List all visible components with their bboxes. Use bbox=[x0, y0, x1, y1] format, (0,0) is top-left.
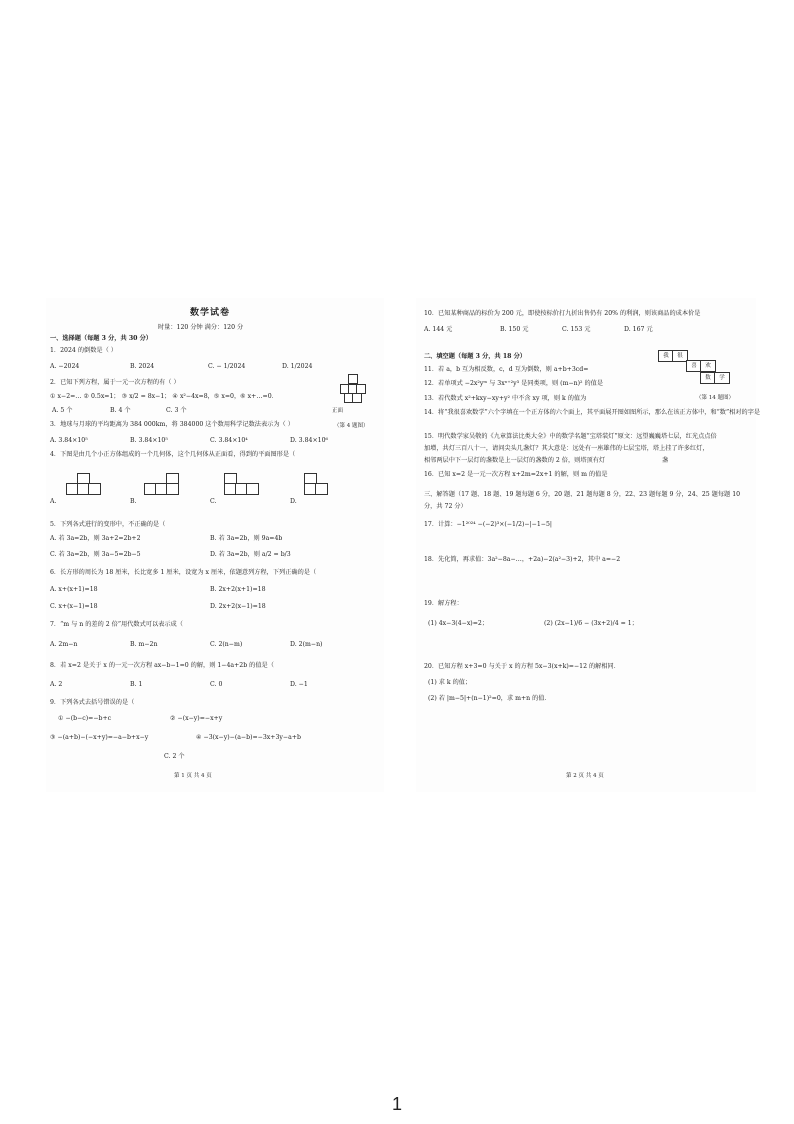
q10-option-a: A. 144 元 bbox=[424, 326, 453, 333]
net-cell-xi: 喜 bbox=[686, 360, 702, 372]
question-17: 17．计算：−1²⁰²⁴ −(−2)³×(−1/2)−|−1−5| bbox=[424, 521, 552, 528]
q1-option-b: B. 2024 bbox=[130, 363, 155, 370]
q5-option-c: C. 若 3a=2b，则 3a−5=2b−5 bbox=[50, 551, 141, 558]
question-19-part-1: (1) 4x−3(4−x)=2； bbox=[428, 620, 489, 627]
question-2-equations: ① x−2=… ② 0.5x=1； ③ x/2 = 8x−1； ④ x²−4x=8，⑤ x=0，⑥ x+…=0． bbox=[50, 393, 278, 400]
question-2: 2．已知下列方程，属于一元一次方程的有（ ） bbox=[50, 379, 180, 386]
q6-option-b: B. 2x+2(x+1)=18 bbox=[210, 586, 266, 593]
q4-option-d-figure bbox=[302, 473, 346, 495]
question-8: 8．若 x=2 是关于 x 的一元一次方程 ax−b−1=0 的解，则 1−4a+2b 的值是（ bbox=[50, 662, 274, 669]
question-5: 5．下列各式进行的变形中，不正确的是（ bbox=[50, 521, 166, 528]
question-7: 7．“m 与 n 的差的 2 倍”用代数式可以表示成（ bbox=[50, 621, 183, 628]
q3-option-d: D. 3.84×10⁶ bbox=[290, 437, 328, 444]
q8-option-b: B. 1 bbox=[130, 681, 143, 688]
exam-title: 数学试卷 bbox=[190, 308, 231, 318]
question-12: 12．若单项式 −2x²yᵐ 与 3xⁿ⁺²y³ 是同类项，则 (m−n)² 的值是 bbox=[424, 380, 604, 387]
right-exam-page bbox=[416, 298, 761, 792]
question-14: 14．将“我很喜欢数学”六个字填在一个正方体的六个面上，其平面展开图如图所示，那么在该正方体中，和“数”相对的字是 bbox=[424, 409, 761, 416]
q3-option-a: A. 3.84×10⁵ bbox=[50, 437, 88, 444]
section-2-heading: 二、填空题（每题 3 分，共 18 分） bbox=[424, 353, 526, 360]
right-page-number: 第 2 页 共 4 页 bbox=[566, 773, 604, 779]
q7-option-b: B. m−2n bbox=[130, 641, 158, 648]
q4-option-c-figure bbox=[222, 473, 266, 495]
q5-option-d: D. 若 3a=2b，则 a/2 = b/3 bbox=[210, 551, 291, 558]
question-13: 13．若代数式 x²+kxy−xy+y² 中不含 xy 项，则 k 的值为 bbox=[424, 395, 587, 402]
q10-option-d: D. 167 元 bbox=[624, 326, 653, 333]
q4-label-c: C. bbox=[210, 498, 217, 505]
q1-option-d: D. 1/2024 bbox=[282, 363, 313, 370]
document-page-number: 1 bbox=[391, 1094, 402, 1114]
question-15-unit: 盏 bbox=[662, 457, 669, 464]
question-9: 9．下列各式去括号错误的是（ bbox=[50, 699, 135, 706]
q6-option-c: C. x+(x−1)=18 bbox=[50, 603, 98, 610]
q6-option-a: A. x+(x+1)=18 bbox=[50, 586, 98, 593]
question-4-solid-figure bbox=[338, 372, 372, 406]
question-15-line-3: 相邻两层中下一层灯的盏数是上一层灯的盏数的 2 倍，则塔顶有灯 bbox=[424, 457, 606, 464]
q9-statement-2: ② −(x−y)=−x+y bbox=[170, 715, 223, 722]
question-1: 1．2024 的倒数是（ ） bbox=[50, 347, 117, 354]
q4-label-b: B. bbox=[130, 498, 137, 505]
q6-option-d: D. 2x+2(x−1)=18 bbox=[210, 603, 266, 610]
section-1-heading: 一、选择题（每题 3 分，共 30 分） bbox=[50, 335, 152, 342]
question-15-line-1: 15．明代数学家吴敬的《九章算法比类大全》中的数学名题“宝塔装灯”原文：远望巍巍塔七层，红光点点倍 bbox=[424, 433, 717, 440]
q9-option-c: C. 2 个 bbox=[164, 753, 185, 760]
q4-option-a-figure bbox=[64, 473, 108, 495]
q9-statement-1: ① −(b−c)=−b+c bbox=[58, 715, 112, 722]
question-19-part-2: (2) (2x−1)/6 − (3x+2)/4 = 1； bbox=[544, 620, 638, 627]
figure-14-caption: （第 14 题图） bbox=[696, 395, 734, 401]
left-page-number: 第 1 页 共 4 页 bbox=[174, 773, 212, 779]
q1-option-a: A. −2024 bbox=[50, 363, 80, 370]
question-16: 16．已知 x=2 是一元一次方程 x+2m=2x+1 的解，则 m 的值是 bbox=[424, 471, 608, 478]
question-11: 11．若 a，b 互为相反数，c，d 互为倒数，则 a+b+3cd= bbox=[424, 366, 589, 373]
q9-statement-3: ③ −(a+b)−(−x+y)=−a−b+x−y bbox=[50, 734, 149, 741]
q2-option-c: C. 3 个 bbox=[166, 407, 187, 414]
question-4: 4．下图是由几个小正方体组成的一个几何体，这个几何体从正面看，得到的平面图形是（ bbox=[50, 451, 296, 458]
left-exam-page bbox=[46, 298, 384, 792]
question-19: 19．解方程： bbox=[424, 600, 463, 607]
q9-statement-4: ④ −3(x−y)−(a−b)=−3x+3y−a+b bbox=[196, 734, 301, 741]
q4-label-a: A. bbox=[50, 498, 57, 505]
q7-option-c: C. 2(n−m) bbox=[210, 641, 243, 648]
net-cell-huan: 欢 bbox=[700, 360, 716, 372]
section-3-heading-line-1: 三、解答题（17 题、18 题、19 题每题 6 分，20 题、21 题每题 8 分，22、23 题每题 9 分，24、25 题每题 10 bbox=[424, 491, 741, 498]
net-cell-wo: 我 bbox=[658, 350, 674, 362]
section-3-heading-line-2: 分，共 72 分） bbox=[424, 503, 467, 510]
question-14-net-figure bbox=[656, 348, 746, 388]
net-cell-xue: 学 bbox=[714, 372, 730, 384]
net-cell-shu: 数 bbox=[700, 372, 716, 384]
q4-option-b-figure bbox=[142, 473, 186, 495]
q2-option-a: A. 5 个 bbox=[52, 407, 73, 414]
q10-option-b: B. 150 元 bbox=[500, 326, 529, 333]
q3-option-c: C. 3.84×10⁴ bbox=[210, 437, 248, 444]
question-15-line-2: 加增，共灯三百八十一，请问尖头几盏灯？其大意是：远处有一座雄伟的七层宝塔，塔上挂了许多红灯， bbox=[424, 445, 709, 452]
q8-option-c: C. 0 bbox=[210, 681, 223, 688]
q7-option-d: D. 2(m−n) bbox=[290, 641, 323, 648]
q8-option-d: D. −1 bbox=[290, 681, 308, 688]
question-3: 3．地球与月球的平均距离为 384 000km，将 384000 这个数用科学记数法表示为（ ） bbox=[50, 421, 294, 428]
question-20-part-2: (2) 若 |m−5|+(n−1)²=0，求 m+n 的值． bbox=[428, 695, 551, 702]
q7-option-a: A. 2m−n bbox=[50, 641, 78, 648]
q5-option-b: B. 若 3a=2b，则 9a=4b bbox=[210, 535, 283, 542]
question-10: 10．已知某种商品的标价为 200 元，即使按标价打九折出售仍有 20% 的利润，则该商品的成本价是 bbox=[424, 310, 701, 317]
q8-option-a: A. 2 bbox=[50, 681, 63, 688]
q5-option-a: A. 若 3a=2b，则 3a+2=2b+2 bbox=[50, 535, 141, 542]
figure-front-label: 正面 bbox=[332, 408, 344, 414]
question-20: 20．已知方程 x+3=0 与关于 x 的方程 5x−3(x+k)=−12 的解相同． bbox=[424, 663, 620, 670]
question-20-part-1: (1) 求 k 的值； bbox=[428, 679, 472, 686]
exam-meta: 时量：120 分钟 满分：120 分 bbox=[158, 324, 244, 331]
q2-option-b: B. 4 个 bbox=[110, 407, 131, 414]
question-6: 6．长方形的周长为 18 厘米，长比宽多 1 厘米，设宽为 x 厘米，依题意列方程，下列正确的是（ bbox=[50, 569, 317, 576]
question-18: 18．先化简，再求值：3a²−8a−…，+2a)−2(a²−3)+2，其中 a=−2 bbox=[424, 556, 621, 563]
q4-label-d: D. bbox=[290, 498, 297, 505]
q10-option-c: C. 153 元 bbox=[562, 326, 591, 333]
q3-option-b: B. 3.84×10⁵ bbox=[130, 437, 168, 444]
figure-4-caption: （第 4 题图） bbox=[334, 423, 369, 429]
q1-option-c: C. − 1/2024 bbox=[208, 363, 246, 370]
net-cell-hen: 很 bbox=[672, 350, 688, 362]
